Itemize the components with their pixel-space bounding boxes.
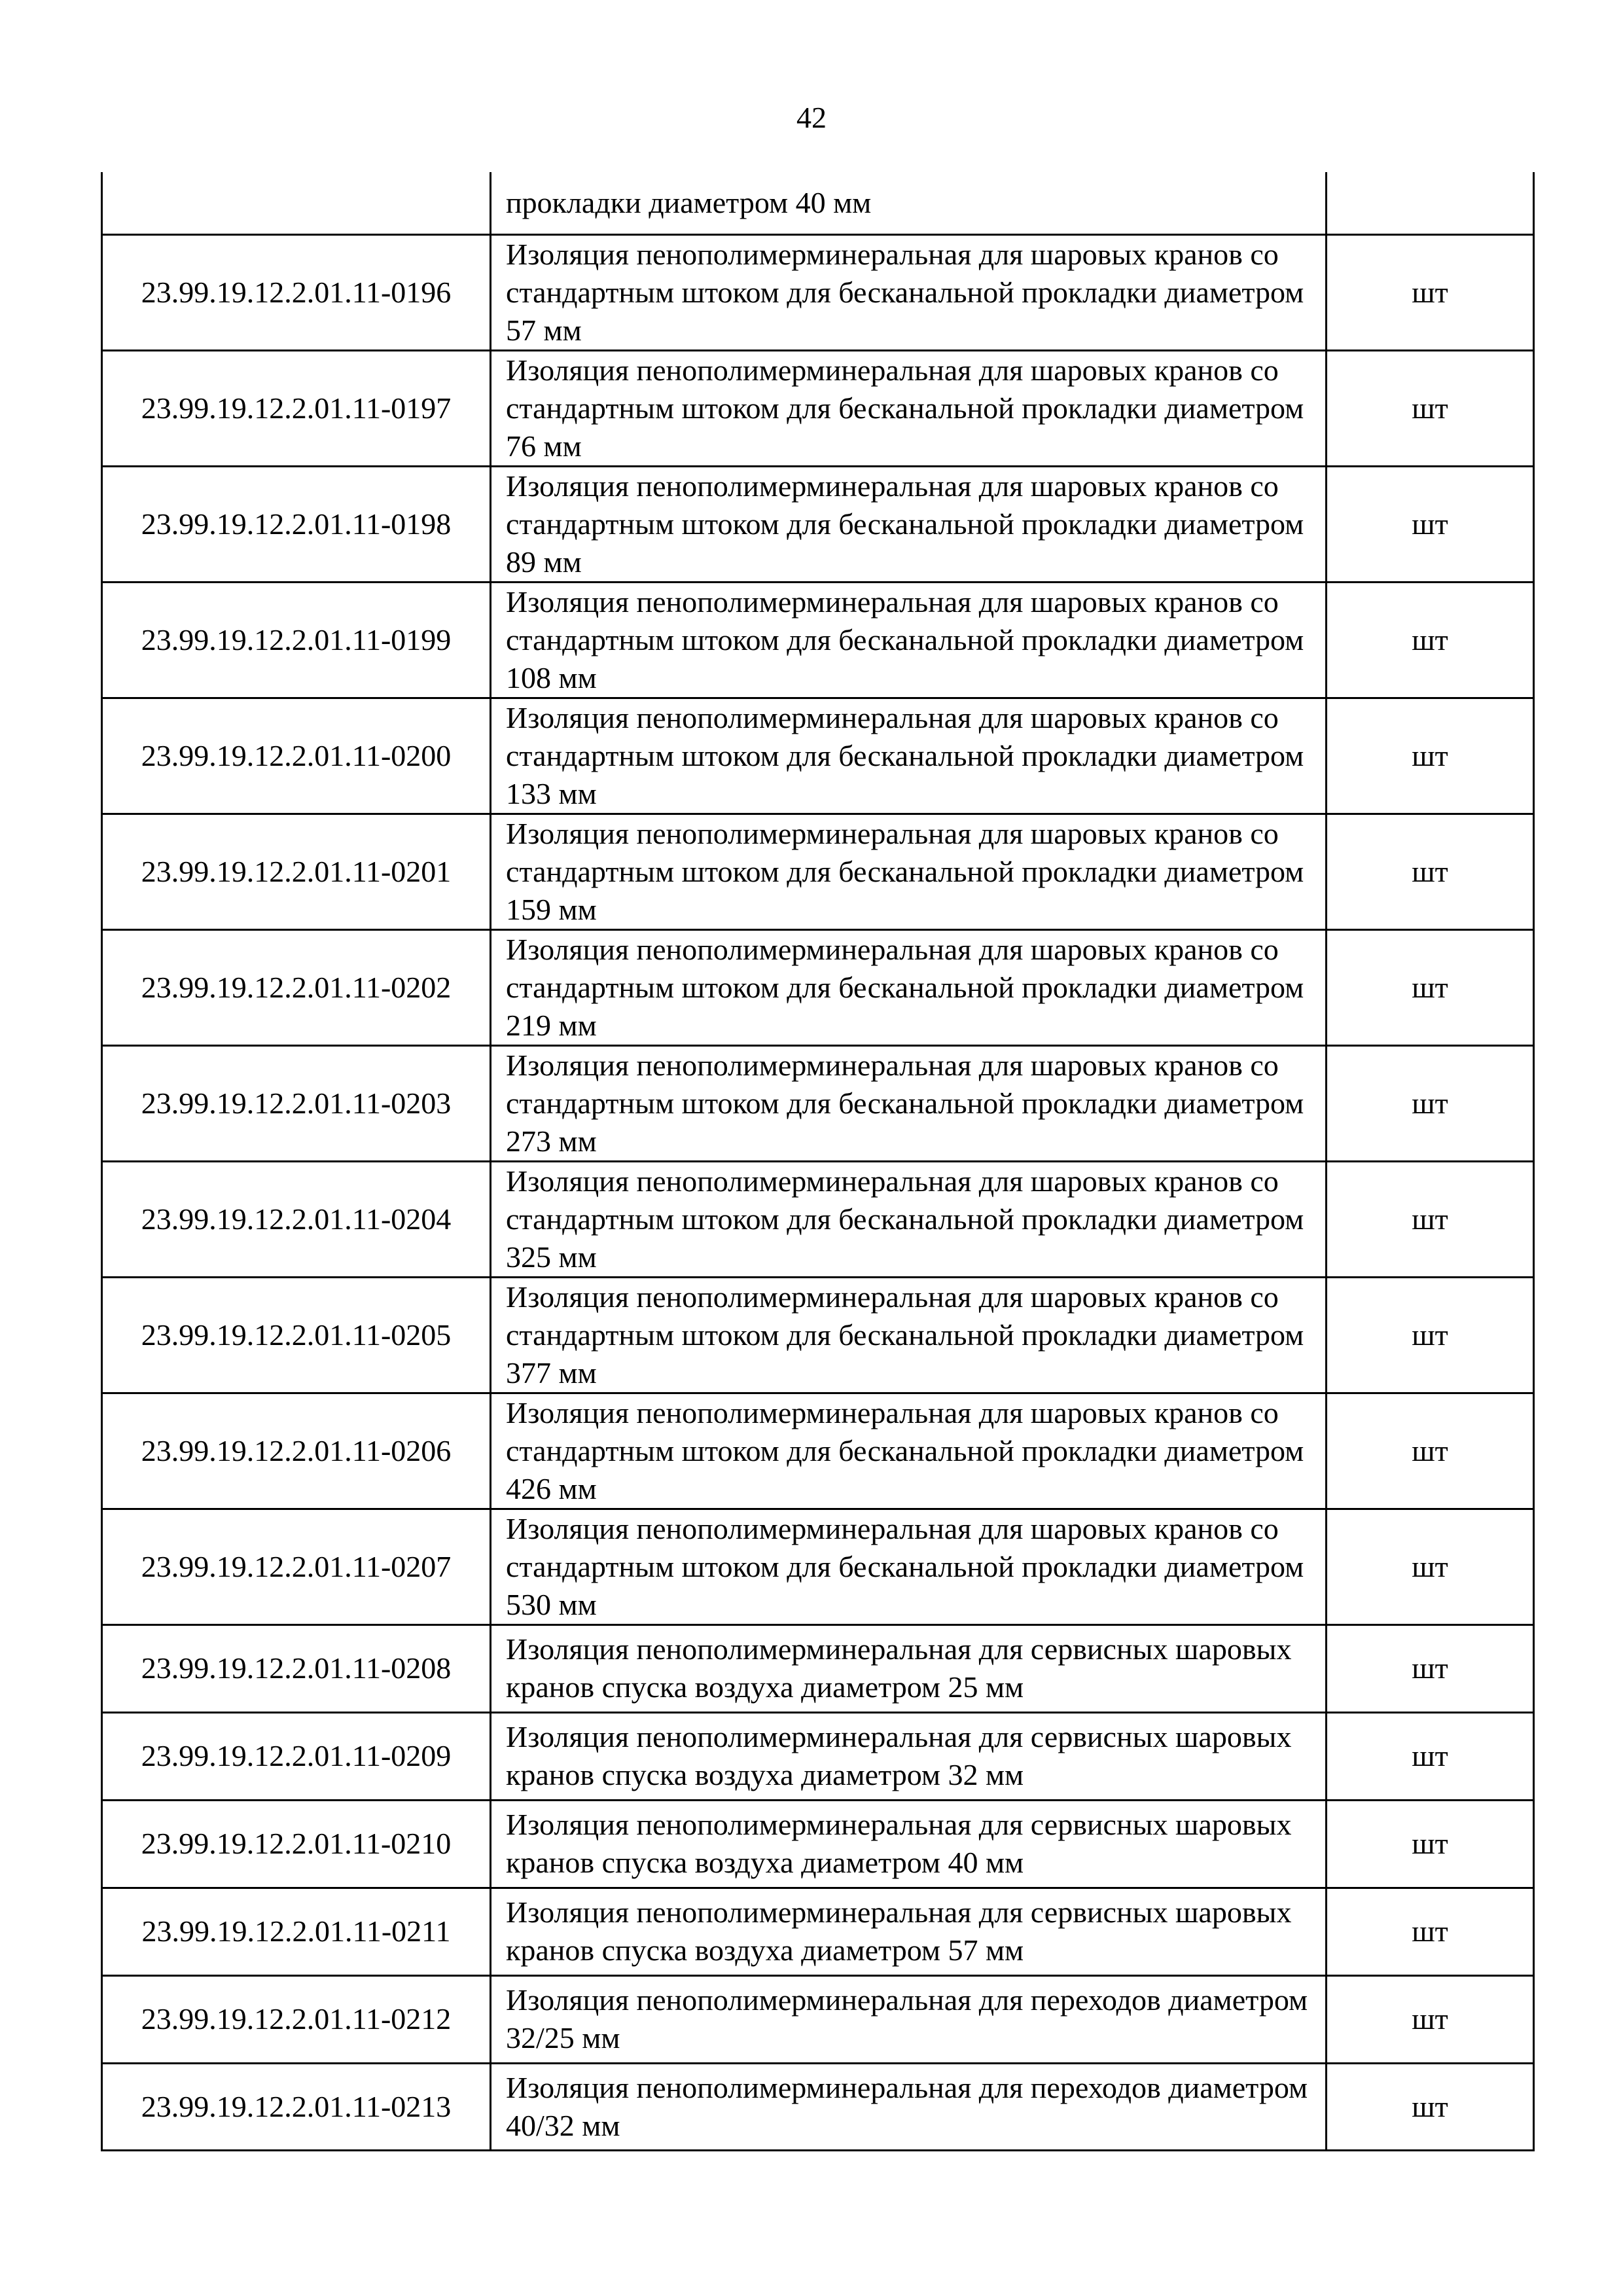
unit-cell: шт (1327, 582, 1534, 698)
resource-table (101, 172, 1535, 2151)
unit-cell: шт (1327, 929, 1534, 1045)
code-cell: 23.99.19.12.2.01.11-0203 (102, 1045, 491, 1161)
code-cell: 23.99.19.12.2.01.11-0199 (102, 582, 491, 698)
code-cell: 23.99.19.12.2.01.11-0210 (102, 1800, 491, 1888)
unit-cell: шт (1327, 1045, 1534, 1161)
unit-cell: шт (1327, 1161, 1534, 1277)
table-row (102, 350, 1534, 466)
table-row (102, 1509, 1534, 1624)
code-cell: 23.99.19.12.2.01.11-0207 (102, 1509, 491, 1624)
name-cell: Изоляция пенополимерминеральная для шаровых кранов со стандартным штоком для бесканальной прокладки диаметром 133 мм (491, 698, 1327, 814)
code-cell (102, 172, 491, 234)
unit-cell: шт (1327, 1393, 1534, 1509)
unit-cell: шт (1327, 234, 1534, 350)
code-cell: 23.99.19.12.2.01.11-0208 (102, 1624, 491, 1712)
name-cell: Изоляция пенополимерминеральная для переходов диаметром 32/25 мм (491, 1975, 1327, 2063)
name-cell: Изоляция пенополимерминеральная для шаровых кранов со стандартным штоком для бесканальной прокладки диаметром 108 мм (491, 582, 1327, 698)
name-cell: Изоляция пенополимерминеральная для переходов диаметром 40/32 мм (491, 2063, 1327, 2150)
code-cell: 23.99.19.12.2.01.11-0201 (102, 814, 491, 929)
code-cell: 23.99.19.12.2.01.11-0209 (102, 1712, 491, 1800)
name-cell: Изоляция пенополимерминеральная для шаровых кранов со стандартным штоком для бесканальной прокладки диаметром 159 мм (491, 814, 1327, 929)
code-cell: 23.99.19.12.2.01.11-0196 (102, 234, 491, 350)
unit-cell: шт (1327, 1888, 1534, 1975)
code-cell: 23.99.19.12.2.01.11-0211 (102, 1888, 491, 1975)
unit-cell: шт (1327, 1800, 1534, 1888)
name-cell: Изоляция пенополимерминеральная для сервисных шаровых кранов спуска воздуха диаметром 25 мм (491, 1624, 1327, 1712)
code-cell: 23.99.19.12.2.01.11-0204 (102, 1161, 491, 1277)
unit-cell: шт (1327, 350, 1534, 466)
unit-cell: шт (1327, 1277, 1534, 1393)
name-cell: Изоляция пенополимерминеральная для сервисных шаровых кранов спуска воздуха диаметром 32 мм (491, 1712, 1327, 1800)
unit-cell: шт (1327, 698, 1534, 814)
table-row (102, 582, 1534, 698)
name-cell: Изоляция пенополимерминеральная для шаровых кранов со стандартным штоком для бесканальной прокладки диаметром 530 мм (491, 1509, 1327, 1624)
table-row (102, 1045, 1534, 1161)
name-cell: Изоляция пенополимерминеральная для шаровых кранов со стандартным штоком для бесканальной прокладки диаметром 273 мм (491, 1045, 1327, 1161)
name-cell: Изоляция пенополимерминеральная для шаровых кранов со стандартным штоком для бесканальной прокладки диаметром 57 мм (491, 234, 1327, 350)
table-row (102, 1888, 1534, 1975)
table-row (102, 466, 1534, 582)
table-row-continuation (102, 172, 1534, 234)
code-cell: 23.99.19.12.2.01.11-0200 (102, 698, 491, 814)
code-cell: 23.99.19.12.2.01.11-0212 (102, 1975, 491, 2063)
code-cell: 23.99.19.12.2.01.11-0205 (102, 1277, 491, 1393)
table-row (102, 1975, 1534, 2063)
code-cell: 23.99.19.12.2.01.11-0198 (102, 466, 491, 582)
unit-cell: шт (1327, 814, 1534, 929)
table-row (102, 698, 1534, 814)
name-cell: Изоляция пенополимерминеральная для шаровых кранов со стандартным штоком для бесканальной прокладки диаметром 325 мм (491, 1161, 1327, 1277)
name-cell: прокладки диаметром 40 мм (491, 172, 1327, 234)
unit-cell: шт (1327, 2063, 1534, 2150)
table-row (102, 1624, 1534, 1712)
name-cell: Изоляция пенополимерминеральная для сервисных шаровых кранов спуска воздуха диаметром 57 мм (491, 1888, 1327, 1975)
table-row (102, 1712, 1534, 1800)
name-cell: Изоляция пенополимерминеральная для шаровых кранов со стандартным штоком для бесканальной прокладки диаметром 89 мм (491, 466, 1327, 582)
resource-table-body (102, 172, 1534, 2150)
name-cell: Изоляция пенополимерминеральная для шаровых кранов со стандартным штоком для бесканальной прокладки диаметром 426 мм (491, 1393, 1327, 1509)
unit-cell: шт (1327, 1509, 1534, 1624)
code-cell: 23.99.19.12.2.01.11-0197 (102, 350, 491, 466)
name-cell: Изоляция пенополимерминеральная для сервисных шаровых кранов спуска воздуха диаметром 40 мм (491, 1800, 1327, 1888)
unit-cell (1327, 172, 1534, 234)
page-number: 42 (796, 101, 827, 134)
table-row (102, 1277, 1534, 1393)
unit-cell: шт (1327, 1975, 1534, 2063)
code-cell: 23.99.19.12.2.01.11-0213 (102, 2063, 491, 2150)
code-cell: 23.99.19.12.2.01.11-0202 (102, 929, 491, 1045)
unit-cell: шт (1327, 466, 1534, 582)
name-cell: Изоляция пенополимерминеральная для шаровых кранов со стандартным штоком для бесканальной прокладки диаметром 76 мм (491, 350, 1327, 466)
table-row (102, 2063, 1534, 2150)
table-row (102, 929, 1534, 1045)
table-row (102, 234, 1534, 350)
table-row (102, 1393, 1534, 1509)
table-row (102, 1800, 1534, 1888)
name-cell: Изоляция пенополимерминеральная для шаровых кранов со стандартным штоком для бесканальной прокладки диаметром 219 мм (491, 929, 1327, 1045)
unit-cell: шт (1327, 1624, 1534, 1712)
table-row (102, 814, 1534, 929)
name-cell: Изоляция пенополимерминеральная для шаровых кранов со стандартным штоком для бесканальной прокладки диаметром 377 мм (491, 1277, 1327, 1393)
table-row (102, 1161, 1534, 1277)
unit-cell: шт (1327, 1712, 1534, 1800)
code-cell: 23.99.19.12.2.01.11-0206 (102, 1393, 491, 1509)
